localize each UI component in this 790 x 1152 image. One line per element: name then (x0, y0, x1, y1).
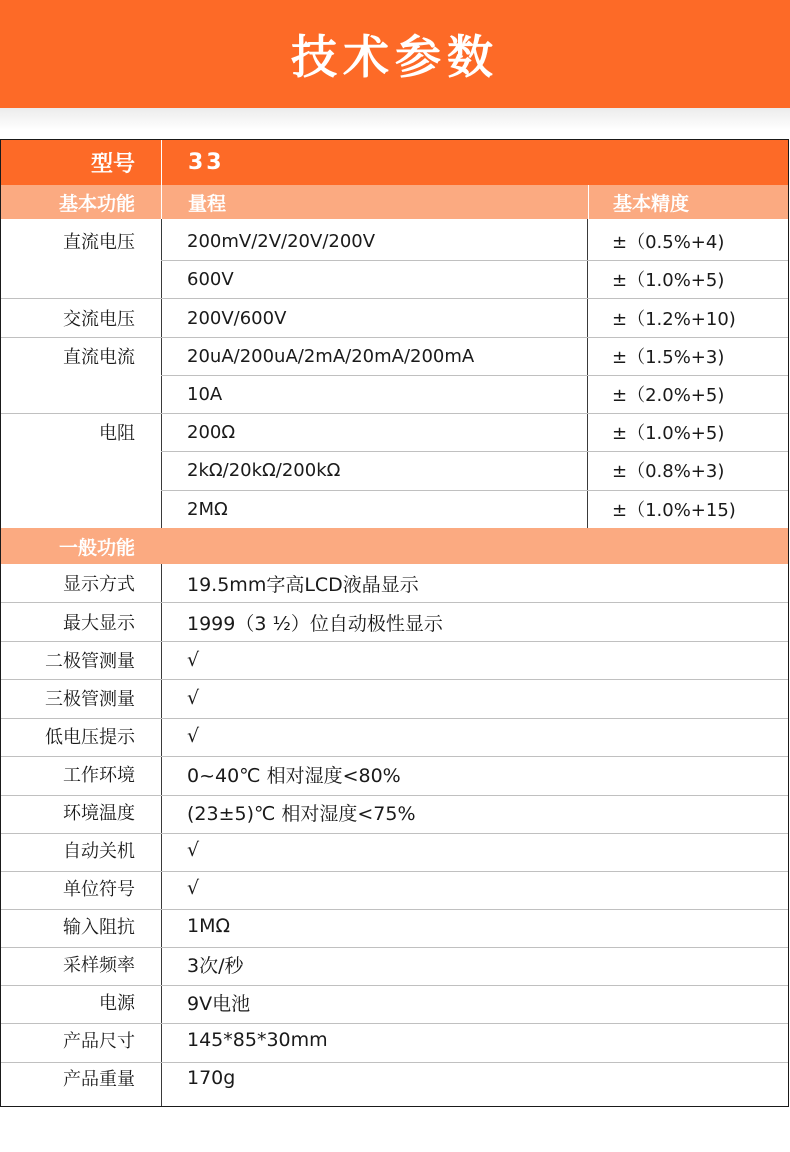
accuracy-cell: ±（0.8%+3) (612, 461, 725, 482)
general-label: 环境温度 (63, 803, 135, 824)
row-line (1, 909, 788, 910)
general-label: 电源 (99, 993, 135, 1014)
model-row (1, 140, 788, 185)
general-label: 采样频率 (63, 955, 135, 976)
range-header: 量程 (161, 185, 588, 219)
general-value: √ (187, 649, 200, 671)
basic-section-label: 基本功能 (58, 192, 135, 215)
accuracy-cell: ±（1.0%+5) (612, 423, 725, 444)
row-line (161, 490, 788, 491)
row-line (161, 451, 788, 452)
general-label: 三极管测量 (45, 689, 135, 710)
accuracy-cell: ±（1.2%+10) (612, 309, 736, 330)
row-line (1, 871, 788, 872)
general-value: (23±5)℃ 相对湿度<75% (187, 802, 416, 825)
basic-divider-2 (587, 219, 588, 528)
general-label: 低电压提示 (45, 727, 135, 748)
general-value: 1999（3 ½）位自动极性显示 (187, 612, 443, 635)
group-label-dca: 直流电流 (63, 347, 135, 368)
row-line (161, 375, 788, 376)
group-label-acv: 交流电压 (63, 309, 135, 330)
accuracy-cell: ±（1.0%+15) (612, 500, 736, 521)
row-line (1, 1062, 788, 1063)
model-value: 33 (161, 140, 788, 185)
page-title: 技术参数 (291, 30, 499, 84)
general-label: 工作环境 (63, 765, 135, 786)
general-value: 170g (187, 1067, 236, 1089)
row-line (1, 985, 788, 986)
general-value: 145*85*30mm (187, 1029, 328, 1051)
row-line (1, 833, 788, 834)
row-line (1, 679, 788, 680)
accuracy-header: 基本精度 (588, 185, 788, 219)
basic-divider-1 (161, 219, 162, 528)
general-label: 产品重量 (63, 1069, 135, 1090)
range-cell: 10A (187, 383, 223, 405)
general-value: 19.5mm字高LCD液晶显示 (187, 573, 419, 596)
general-value: √ (187, 687, 200, 709)
range-cell: 600V (187, 268, 234, 290)
general-label: 产品尺寸 (63, 1031, 135, 1052)
general-value: √ (187, 877, 200, 899)
accuracy-cell: ±（1.5%+3) (612, 347, 725, 368)
row-line (1, 602, 788, 603)
accuracy-cell: ±（0.5%+4) (612, 232, 725, 253)
accuracy-cell: ±（1.0%+5) (612, 270, 725, 291)
row-line (1, 337, 788, 338)
banner-shadow (0, 108, 790, 130)
row-line (1, 795, 788, 796)
general-label: 自动关机 (63, 841, 135, 862)
row-line (1, 298, 788, 299)
row-line (1, 1023, 788, 1024)
range-cell: 20uA/200uA/2mA/20mA/200mA (187, 345, 475, 367)
basic-header-row (1, 185, 788, 219)
general-value: √ (187, 725, 200, 747)
general-label: 单位符号 (63, 879, 135, 900)
range-cell: 200mV/2V/20V/200V (187, 230, 376, 252)
accuracy-cell: ±（2.0%+5) (612, 385, 725, 406)
general-label: 最大显示 (63, 613, 135, 634)
row-line (1, 413, 788, 414)
general-section-label: 一般功能 (58, 536, 135, 559)
title-banner (0, 0, 790, 108)
row-line (1, 947, 788, 948)
model-label: 型号 (90, 152, 135, 177)
general-value: 1MΩ (187, 915, 231, 937)
general-value: 9V电池 (187, 992, 251, 1015)
row-line (161, 260, 788, 261)
general-value: √ (187, 839, 200, 861)
general-label: 二极管测量 (45, 651, 135, 672)
general-header-row (1, 528, 788, 564)
spec-table (0, 139, 789, 1107)
general-value: 3次/秒 (187, 954, 244, 977)
row-line (1, 756, 788, 757)
group-label-dcv: 直流电压 (63, 232, 135, 253)
general-label: 输入阻抗 (63, 917, 135, 938)
group-label-ohm: 电阻 (99, 423, 135, 444)
general-value: 0~40℃ 相对湿度<80% (187, 764, 401, 787)
range-cell: 200V/600V (187, 307, 287, 329)
row-line (1, 641, 788, 642)
range-cell: 2MΩ (187, 498, 228, 520)
range-cell: 200Ω (187, 421, 236, 443)
general-label: 显示方式 (63, 574, 135, 595)
row-line (1, 718, 788, 719)
range-cell: 2kΩ/20kΩ/200kΩ (187, 459, 341, 481)
general-divider (161, 564, 162, 1106)
